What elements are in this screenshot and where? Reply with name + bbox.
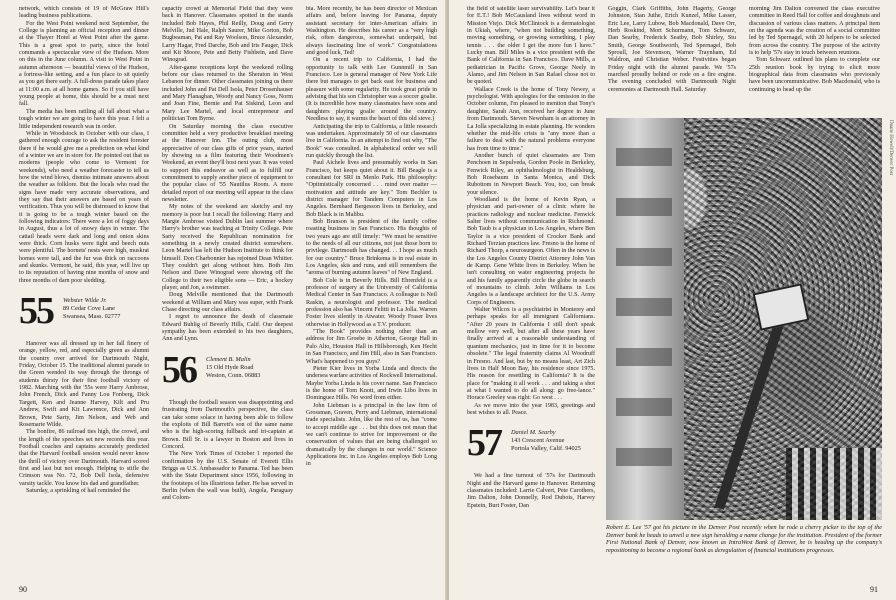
paragraph: Doug Melville mentioned that the Dartmouth weekend at William and Mary was super, with Frank Chase directing our class affairs. [162,292,293,314]
paragraph: While in Woodstock in October with our class, I gathered enough courage to ask the resident forester there if he would give me a prediction on what kind of a winter we are in store for. He pointed out that us moderns (people who come to Vermont for weekends), who need a weather forecaster to tell us how the wind blows, dismiss intimate answers about the weather as folklore. But the locals who read the signs have made very accurate observations, and they say that their answers are based on years of verification. Thus you will be distressed to know that it is going to be a tough winter based on the following indicators: There were a lot of foggy days in August, thus a lot of snowy days in winter. The cattail heads were dark and long and onion skins were thick. Corn husks were tight and beech nuts were plentiful. The hornets' nests were high, muskrat homes were tall, and the fur was thick on raccoons and skunks. Vermont, he said, this year, will live up to its reputation of having nine months of snow and three months of darn poor sledding. [19,130,149,284]
paragraph: Wallace Creek is the home of Tony Newey, a psychologist. With apologies for the omission in the October column, I'm pleased to mention that Tony's daughter, Sarah Ann, received her degree in June from Dartmouth. Steven Newnham is an attorney in La Jolla specializing in estate planning. He wonders whether the mid-life crisis is "any more than a failure to deal with the natural problems everyone has from time to time." [467,86,595,152]
secretary-address-line: Swansea, Mass. 02777 [63,313,121,321]
paragraph: Hanover was all dressed up in her fall finery of orange, yellow, red, and especially green as alumni the country over arrived for Dartmouth Night, Friday, October 15. The traditional alumni parade to the Green wended its way through the throngs of students thirsty for their first football victory of 1982. Marching with the '55s were Harry Ambrose, John French, Dick and Fanny Lou Fonberg, Dick Targett, Ken and Jeanne Harvey, Kilt and Pru Andrew, Swift and Kit Lawrence, Dick and Ann Brown, Pete Sarty, Jim Nelson, and Web and Rosemarie Wilde. [19,341,149,428]
class-header-56 [162,350,293,394]
secretary-address-line: 143 Crescent Avenue [511,437,565,445]
paragraph: On Saturday morning the class executive committee held a very productive breakfast meeting at the Hanover Inn. The outing club, most appreciative of our class gifts of prior years, started by showing us a film featuring their Woodmen's Weekend, an event they'll host next year. It was voted to support this endeavor as well as to fulfill our commitment to supply another piece of equipment to the popular class of '55 Nautilus Room. A more detailed report of our meeting will appear in the class newsletter. [162,123,293,203]
paragraph: Another bunch of quiet classmates are Tom Penchoen in Sepulveda, Gordon Poole in Berkeley, Fenwick Riley, an ophthalmologist in Healdsburg, Bob Rosebaum in Santa Monica, and Dick Rubottom in Newport Beach. You, too, can break your silence. [467,152,595,196]
paragraph: Paul Aichele lives and presumably works in San Francisco, but keeps quiet about it. Bill Beagle is a consultant for SRI in Menlo Park. His philosophy: "Optimistically concerned . . . mind over matter — motivation and attitude are key." Tom Bechler is district manager for Tandem Computers in Los Angeles. Bernhard Bergesson lives in Berkeley, and Bob Black is in Malibu. [306,160,437,218]
paragraph: My notes of the weekend are sketchy and my memory is poor but I recall the following: Harry and Margie Ambrose visited Dublin last summer where Harry's brother was teaching at Trinity College. Pete Sarty received the Republican nomination for something in a newly created district somewhere. Leon Martel has left the Hudson Institute to think for himself. Don Charbonnier has rejoined Dean Whitter. They couldn't get along without him. Both Jim Nelson and Dave Winograd were showing off the College to their two eligible sons — Eric, a hockey player, and Jon, a swimmer. [162,204,293,292]
paragraph: network, which consists of 19 of McGraw Hill's leading business publications. [19,6,149,20]
news-photo-crowd [606,118,882,520]
left-column-1 [19,6,149,586]
paragraph: The bonfire, 86 railroad ties high, the crowd, and the length of the speeches set new records this year. Football coaches and captains accurately predicted that the Harvard football session would never know the thrill of victory over Dartmouth. Harvard scored first and last but not enough. Helping to stifle the Crimson was No. 72, Bob Dell Isola, defensive varsity tackle. You know his dad and grandfather. [19,429,149,487]
class-secretary-info [511,429,581,453]
secretary-address-line: 89 Cedar Cove Lane [63,305,115,313]
page-number-right: 91 [870,585,878,594]
paragraph: The New York Times of October 1 reported the confirmation by the U.S. Senate of Everett Ellis Briggs as U.S. Ambassador to Panama. Ted has been with the State Department since 1956, following in the footsteps of his illustrious father. He has served in Berlin (when the wall was built), Angola, Paraguay and Colom- [162,451,293,502]
class-number: 56 [162,348,196,391]
paragraph: Walter Wilcox is a psychiatrist in Monterey and perhaps speaks for all immigrant Californians. "After 20 years in California I still don't speak mellow very well, but after all these years have finally arrived at a reasonable understanding of quantum mechanics, just in time for it to become obsolete." The legal fraternity claims Al Woodruff in Fresno. And last, but by no means least, Art Zich lives in Half Moon Bay, his residence since 1975. His reason for resettling in California? It is the place for "making it all work . . . and taking a shot at what I wanted to do all along: go free-lance." Horace Greeley was right: Go west . . . [467,307,595,402]
right-column-2 [608,6,736,118]
right-column-1 [467,6,595,586]
paragraph: Though the football season was disappointing and frustrating from Dartmouth's perspective, the class can take some solace in having been able to follow the exploits of Bill Barrett's son of the same name who is the high-scoring fullback and tri-captain at Brown. Bill Sr. is a lawyer in Boston and lives in Concord. [162,399,293,450]
secretary-address-line: Weston, Conn. 06883 [206,371,261,379]
class-header-55 [19,291,149,335]
paragraph: The media has been rattling all fall about what a tough winter we are going to have this year. I felt a little independent research was in order. [19,108,149,130]
bank-building [606,118,684,520]
secretary-address-line: 15 Old Hyde Road [206,363,254,371]
left-column-3 [306,6,437,586]
secretary-name: Daniel M. Searby [511,429,556,437]
page-number-left: 90 [19,585,27,594]
paragraph: We had a fine turnout of '57s for Dartmouth Night and the Harvard game in Hanover. Returning classmates included: Larrie Calvert, Pete Carothers, Jim Dalton, John Donnelly, Rod Dubois, Harvey Epstein, Burt Foster, Dan [467,473,595,509]
left-column-2 [162,6,293,586]
class-secretary-info [206,356,260,380]
class-number: 57 [467,422,501,465]
photo-credit: Duane Howell/Denver Post [888,120,893,175]
paragraph: Saturday, a sprinkling of hail reminded the [26,487,131,494]
paragraph: I regret to announce the death of classmate Edward Buhlig of Beverly Hills, Calif. Our deepest sympathy has been extended to his two daughters, Ann and Lynn. [162,314,293,343]
secretary-address-line: Portola Valley, Calif. 94025 [511,445,581,453]
photo-caption: Robert E. Lee '57 got his picture in the Denver Post recently when he rode a cherry picker to the top of the Denver bank he heads to unveil a new sign heralding a name change for the institution. President of the former First National Bank of Denver, now known as IntraWest Bank of Denver, he is heading up the company's repositioning to become a regional bank as deregulation of financial institutions progresses. [606,524,882,554]
secretary-name: Webster Wilde Jr. [63,297,107,305]
paragraph: Bob Cole is in Beverly Hills. Bill Ehrenfeld is a professor of surgery at the University of California Medical Center in San Francisco. A colleague is Neil Raskin, a neurologist and professor. The medical profession also has Vincent Felitti in La Jolla. Warren Foster lives silently in Atwater. Woody Fraser lives otherwise in Hollywood as a T.V. producer. [306,277,437,328]
awning [786,448,882,520]
paragraph: Bob Branson is president of the family coffee roasting business in San Francisco. His thoughts of two years ago are still timely: "We must be sensitive to the needs of all our citizens, not just those born to privilege. Dartmouth has changed. . . I hope as much for our country." Bruce Brinkema is in real estate in Los Angeles, skis and runs, and still remembers the "aroma of burning autumn leaves" of New England. [306,218,437,277]
paragraph: As we move into the year 1983, greetings and best wishes to all. Peace. [467,402,595,416]
class-number: 55 [19,290,53,333]
class-header-57 [467,423,595,467]
paragraph: Pieter Kier lives in Yorba Linda and directs the undersea warfare activities of Rockwell International. Maybe Yorba Linda is his cover name. San Francisco is the home of Tom Knott, and Irwin Libo lives in Dominguez Hills. No word from either. [306,365,437,402]
paragraph: After-game receptions kept the weekend rolling before our class returned to the Sheraton in West Lebanon for dinner. Other classmates joining us there included John and Pat Dell Isola, Peter Drosenhauser and Mary Flanaghan, Woody and Nancy Goss, Norm and Joan Fine, Bernie and Pat Siskind, Leon and Mary Lee Martel, and local entrepreneur and politician Tom Byrne. [162,64,293,123]
left-page [0,0,447,600]
paragraph: For the West Point weekend next September, the College is planning an official reception and dinner at the Thayer Hotel at West Point after the game. This is a great spot to party, since the hotel commands a spectacular view of the Hudson. More on this in the June column. A visit to West Point in autumn afternoon — beautiful views of the Hudson, a fortress-like setting, and a fun place to sit quietly as you get there early. A full-dress parade takes place at 11:00 a.m. at all home games. So if you still have young people at home, this should be a must next fall. [19,20,149,108]
right-column-3 [749,6,880,118]
paragraph: Woodland is the home of Kevin Ryan, a physician and part-owner of a clinic where he practices radiology and nuclear medicine. Fenwick Salter lives without communication in Richmond. Bob Taub is a physician in Los Angeles, where Ben Taylor is a vice president of Crocker Bank and Richard Terzian practices law. Fresno is the home of Richard Thorp, a neurosurgeon. Often in the news is the Los Angeles County District Attorney John Van de Kamp. Gene White lives in Berkeley. When he isn't consulting on water engineering projects he and his family apparently circle the globe in search of mountains to climb. John Williams in Los Angeles is a landscape architect for the U.S. Army Corps of Engineers. [467,196,595,306]
paragraph: Anticipating the trip to California, a little research was undertaken. Approximately 50 of our classmates live in California. In an attempt to find out why, "The Book" was consulted. In alphabetical order we will run quickly through the list. [306,123,437,159]
paragraph: John Liebman is a principal in the law firm of Grossman, Graven, Perry and Liebman, international trade specialists. John, like the rest of us, has "come to accept middle age . . . but this does not mean that we can't continue to strive for improvement or the conservation of values that are being challenged so dramatically by the changes in our world." Science Applications Inc. in Los Angeles employs Bob Long in [306,402,437,468]
paragraph: "The Book" provides nothing other than an address for Jim Groebe in Atherton, George Hall in Palo Alto, Houston Hall in Hillsborough, Ken Hecht in San Francisco, and Jim Hill, also in San Francisco. What's happened to you guys? [306,329,437,365]
paragraph: Tom Schwarz outlined his plans to complete our 25th reunion book by trying to elicit more biographical data from classmates who previously have been uncommunicative. Bob Macdonald, who is continuing to head up the [749,57,880,93]
secretary-name: Clement B. Malin [206,355,251,363]
paragraph: bia. More recently, he has been director of Mexican affairs and, before leaving for Panama, deputy assistant secretary for inter-American affairs in Washington. He describes his career as a "very high risk, often dangerous, somewhat underpaid, but always fascinating line of work." Congratulations and good luck, Ted! [306,6,437,57]
paragraph: On a recent trip to California, I had the opportunity to talk with Lee Gunnmill in San Francisco. Lee is general manager of New York Life there but manages to get back east for business and pleasure with some regularity. He took great pride in advising that his son Christopher was a soccer goalie. (It is incredible how many classmates have sons and daughters playing goalie around the country. Needless to say, it warms the heart of this old sieve.) [306,57,437,123]
paragraph: the field of satellite laser survivability. Let's hear it for E.T.! Bob McCausland lives without word in Mission Viejo. Dick McClintock is a dermatologist in Ukiah, where, "when not building something, moving something, or growing something, I play tennis . . . the older I get the more fun I have." Lucky man. Bill Miles is a vice president with the Bank of California in San Francisco. Dave Mills, a pediatrician in Pacific Grove, George Neely in Alamo, and Jim Nelson in San Rafael chose not to be quoted. [467,6,595,86]
paragraph: morning Jim Dalton convened the class executive committee in Reed Hall for coffee and doughnuts and discussion of various class matters. A principal item on the agenda was the creation of a social committee led by Ted Spernagel, with 20 helpers to be selected from across the country. The purpose of the activity is to help '57s stay in touch between reunions. [749,6,880,57]
paragraph: capacity crowd at Memorial Field that they were back in Hanover. Classmates spotted in the stands included Bob Hayes, Phil Reilly, Doug and Gerry Melville, Jud Hale, Ralph Saurer, Mike Gorton, Bob Bugbeaman, Pat and Ray Woolson, Bruce Alexander, Larry Hagar, Fred Darche, Bob and Iris Fauger, Dick and Kit Moore, Pete and Betty Fishbein, and Dave Winograd. [162,6,293,64]
class-secretary-info [63,297,120,321]
paragraph: Goggin, Clark Griffiths, John Hagerty, George Johnston, Stan Juthe, Erich Kunzel, Mike Lasser, Eric Lee, Larry Lubow, Bob Macdonald, Dave Orr, Herb Roskind, Mort Schurmann, Tom Schwarz, Dan Searby, Frederick Seatby, Bob Shirley, Stu Smith, George Southworth, Ted Spernagel, Bob Sproull, Joe Stevenson, Warner Traynham, Ed Waldron, and Christian Weber. Festivities began Friday night with the alumni parade. We '57s marched proudly behind or rode on a fire engine. The evening concluded with Dartmouth Night ceremonies at Dartmouth Hall. Saturday [608,6,736,93]
